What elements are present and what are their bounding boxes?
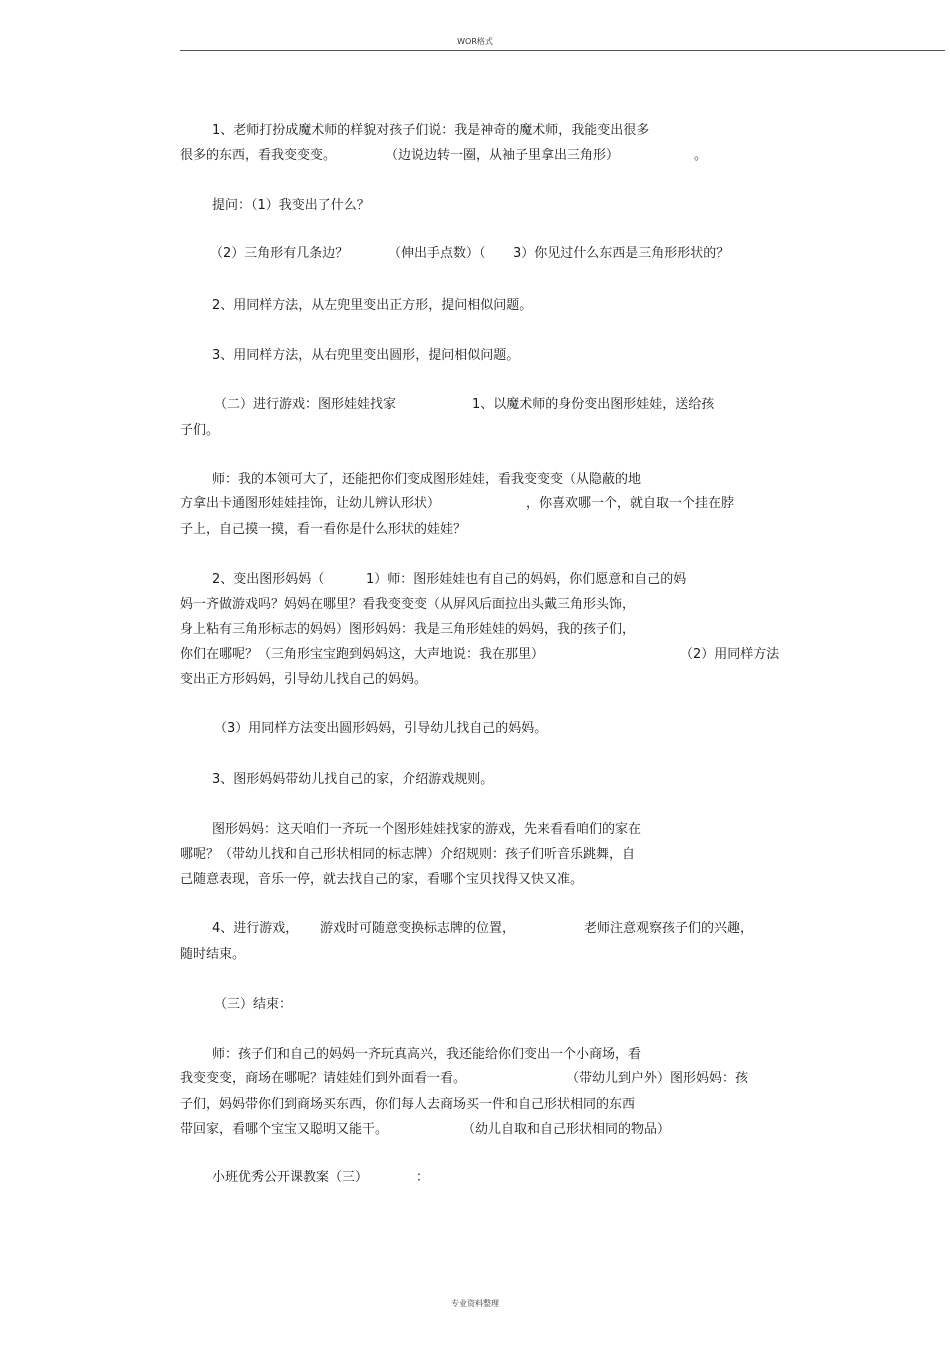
text-line: 身上粘有三角形标志的妈妈）图形妈妈：我是三角形娃娃的妈妈，我的孩子们， xyxy=(180,622,636,637)
text-line: 师：我的本领可大了，还能把你们变成图形娃娃，看我变变变（从隐蔽的地 xyxy=(212,472,642,487)
text-line: 子们，妈妈带你们到商场买东西，你们每人去商场买一件和自己形状相同的东西 xyxy=(180,1097,636,1112)
text-line: 。 xyxy=(694,148,708,163)
text-line: 子上，自己摸一摸，看一看你是什么形状的娃娃？ xyxy=(180,522,467,537)
section-heading: （三）结束： xyxy=(214,997,293,1012)
text-line: （带幼儿到户外）图形妈妈：孩 xyxy=(566,1071,749,1086)
text-line: （边说边转一圈，从袖子里拿出三角形） xyxy=(385,148,620,163)
text-line: 3）你见过什么东西是三角形形状的？ xyxy=(513,246,730,261)
text-line: 子们。 xyxy=(180,423,220,438)
text-line: 2、变出图形妈妈（ xyxy=(212,572,325,587)
header-divider xyxy=(180,50,945,51)
text-line: 1、老师打扮成魔术师的样貌对孩子们说：我是神奇的魔术师，我能变出很多 xyxy=(212,123,650,138)
text-line: 2、用同样方法，从左兜里变出正方形，提问相似问题。 xyxy=(212,298,533,313)
section-heading: （二）进行游戏：图形娃娃找家 xyxy=(214,397,397,412)
text-line: 方拿出卡通图形娃娃挂饰，让幼儿辨认形状） xyxy=(180,496,441,511)
text-line: ： xyxy=(416,1170,430,1185)
text-line: 我变变变，商场在哪呢？请娃娃们到外面看一看。 xyxy=(180,1071,467,1086)
text-line: 图形妈妈：这天咱们一齐玩一个图形娃娃找家的游戏，先来看看咱们的家在 xyxy=(212,822,642,837)
lesson-title: 小班优秀公开课教案（三） xyxy=(212,1170,369,1185)
text-line: 1、以魔术师的身份变出图形娃娃，送给孩 xyxy=(472,397,715,412)
text-line: 哪呢？（带幼儿找和自己形状相同的标志牌）介绍规则：孩子们听音乐跳舞，自 xyxy=(180,847,636,862)
text-line: 游戏时可随意变换标志牌的位置， xyxy=(320,921,516,936)
page-header: WOR格式 xyxy=(457,37,493,46)
text-line: （2）三角形有几条边？ xyxy=(210,246,349,261)
text-line: 带回家，看哪个宝宝又聪明又能干。 xyxy=(180,1122,389,1137)
text-line: （伸出手点数）（ xyxy=(388,246,486,261)
text-line: 随时结束。 xyxy=(180,947,246,962)
text-line: 很多的东西，看我变变变。 xyxy=(180,148,337,163)
text-line: 3、图形妈妈带幼儿找自己的家，介绍游戏规则。 xyxy=(212,772,494,787)
text-line: 1）师：图形娃娃也有自己的妈妈，你们愿意和自己的妈 xyxy=(366,572,687,587)
text-line: 老师注意观察孩子们的兴趣， xyxy=(584,921,754,936)
text-line: 己随意表现，音乐一停，就去找自己的家，看哪个宝贝找得又快又准。 xyxy=(180,872,584,887)
text-line: 妈一齐做游戏吗？妈妈在哪里？看我变变变（从屏风后面拉出头戴三角形头饰， xyxy=(180,597,636,612)
text-line: ，你喜欢哪一个，就自取一个挂在脖 xyxy=(526,496,735,511)
text-line: 4、进行游戏， xyxy=(212,921,299,936)
page-footer: 专业资料整理 xyxy=(451,1299,499,1308)
text-line: 提问：（1）我变出了什么？ xyxy=(212,198,370,213)
text-line: （幼儿自取和自己形状相同的物品） xyxy=(462,1122,671,1137)
text-line: 你们在哪呢？（三角形宝宝跑到妈妈这，大声地说：我在那里） xyxy=(180,647,545,662)
text-line: 3、用同样方法，从右兜里变出圆形，提问相似问题。 xyxy=(212,348,520,363)
text-line: 师：孩子们和自己的妈妈一齐玩真高兴，我还能给你们变出一个小商场，看 xyxy=(212,1047,642,1062)
text-line: （2）用同样方法 xyxy=(680,647,780,662)
text-line: 变出正方形妈妈，引导幼儿找自己的妈妈。 xyxy=(180,672,428,687)
text-line: （3）用同样方法变出圆形妈妈，引导幼儿找自己的妈妈。 xyxy=(214,721,548,736)
